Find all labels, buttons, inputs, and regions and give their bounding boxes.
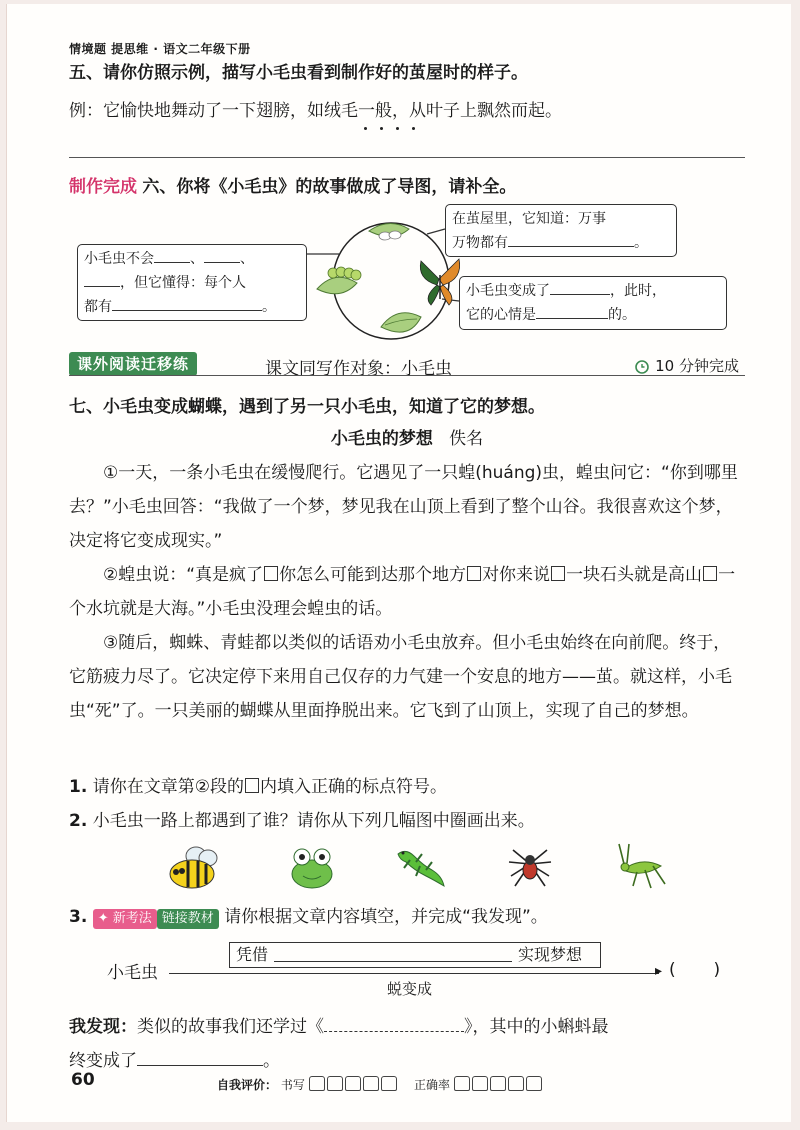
answer-paren[interactable]: ( ) (669, 960, 721, 980)
emphasis-dot (396, 127, 399, 130)
story-author: 佚名 (449, 429, 484, 449)
diagram-arrow-line (169, 973, 659, 974)
answer-blank[interactable] (508, 232, 634, 247)
story-paragraph-3: ③随后，蜘蛛、青蛙都以类似的话语劝小毛虫放弃。但小毛虫始终在向前爬。终于，它筋疲力尽了。它决定停下来用自己仅存的力气建一个安息的地方——茧。就这样，小毛虫“死”了。一只美丽的蝴蝶从里面挣脱出来。它飞到了山顶上，实现了自己的梦想。 (69, 633, 732, 721)
box-top-text: 万物都有 (452, 235, 508, 251)
punctuation-box[interactable] (467, 566, 481, 581)
story-title: 小毛虫的梦想 (330, 429, 433, 449)
section-subtitle: 课文同写作对象：小毛虫 (265, 359, 452, 379)
subquestion-3: 3. ✦ 新考法 链接教材 请你根据文章内容填空，并完成“我发现”。 (69, 907, 548, 927)
story-body (69, 456, 745, 728)
q5-title: 五、请你仿照示例，描写小毛虫看到制作好的茧屋时的样子。 (69, 63, 528, 83)
grasshopper-picture[interactable] (615, 840, 669, 892)
bee-picture[interactable] (162, 844, 224, 892)
band-underline (69, 375, 745, 376)
answer-blank[interactable] (204, 248, 240, 263)
spider-picture[interactable] (505, 842, 555, 892)
punctuation-box[interactable] (703, 566, 717, 581)
mindmap-box-right (459, 276, 727, 330)
q6-title: 六、你将《小毛虫》的故事做成了导图，请补全。 (142, 177, 517, 197)
box-right-text: 小毛虫变成了 (466, 283, 550, 299)
subquestion-1: 1. 请你在文章第②段的 内填入正确的标点符号。 (69, 777, 447, 797)
diagram-below-label: 蜕变成 (387, 980, 433, 998)
emphasis-dot (364, 127, 367, 130)
new-exam-tag: ✦ 新考法 (93, 909, 157, 929)
answer-blank[interactable] (84, 272, 120, 287)
frog-picture[interactable] (287, 844, 337, 892)
diagram-box: 凭借 实现梦想 (229, 942, 601, 968)
connector-line (427, 229, 445, 234)
diagram-start: 小毛虫 (107, 963, 158, 983)
time-label (634, 355, 739, 376)
clock-icon (634, 358, 650, 374)
section-band (69, 352, 745, 379)
box-left-text: 、 (240, 251, 254, 267)
accuracy-rating[interactable] (454, 1078, 544, 1092)
divider (69, 157, 745, 158)
time-text: 10 分钟完成 (655, 357, 739, 375)
punctuation-box[interactable] (264, 566, 278, 581)
caterpillar-icon (317, 267, 361, 294)
box-right-text: 它的心情是 (466, 307, 536, 323)
mindmap-box-top (445, 204, 677, 257)
q6-tag: 制作完成 (69, 177, 137, 197)
box-right-text: 的。 (608, 307, 636, 323)
box-top-text: 。 (634, 235, 648, 251)
emphasis-dot (380, 127, 383, 130)
answer-blank[interactable] (137, 1051, 263, 1066)
textbook-link-tag: 链接教材 (157, 909, 219, 929)
answer-blank[interactable] (274, 947, 512, 962)
box-right-text: ，此时， (610, 283, 666, 299)
q6-heading (69, 176, 516, 198)
subquestion-2: 2. 小毛虫一路上都遇到了谁？请你从下列几幅图中圈画出来。 (69, 811, 535, 831)
book-header: 情境题 提思维 · 语文二年级下册 (69, 42, 251, 56)
workbook-page (6, 4, 791, 1122)
box-left-text: 小毛虫不会 (84, 251, 154, 267)
box-left-text: 都有 (84, 299, 112, 315)
lifecycle-diagram (297, 209, 467, 349)
answer-blank[interactable] (324, 1017, 464, 1032)
self-evaluation: 自我评价： 书写 正确率 (217, 1076, 544, 1093)
answer-blank[interactable] (536, 304, 608, 319)
discover-section: 我发现：类似的故事我们还学过《 》，其中的小蝌蚪最 终变成了 。 (69, 1017, 609, 1071)
punctuation-box-icon (245, 778, 259, 793)
leaf-icon (381, 313, 421, 332)
punctuation-box[interactable] (551, 566, 565, 581)
butterfly-icon (420, 259, 459, 305)
answer-blank[interactable] (154, 248, 190, 263)
story-heading (69, 428, 745, 450)
mindmap-box-left (77, 244, 307, 321)
arrow-head-icon: ▸ (655, 963, 663, 979)
box-left-text: 。 (262, 299, 276, 315)
lizard-picture[interactable] (392, 844, 448, 892)
extracurricular-tag: 课外阅读迁移练 (69, 352, 197, 376)
box-left-text: 、 (190, 251, 204, 267)
story-paragraph-1: ①一天，一条小毛虫在缓慢爬行。它遇见了一只蝗(huáng)虫，蝗虫问它：“你到哪里去？”小毛虫回答：“我做了一个梦，梦见我在山顶上看到了整个山谷。我很喜欢这个梦，决定将它变成现实。” (69, 463, 738, 551)
answer-blank[interactable] (112, 296, 262, 311)
transformation-diagram (69, 932, 745, 998)
q7-title: 七、小毛虫变成蝴蝶，遇到了另一只小毛虫，知道了它的梦想。 (69, 397, 545, 417)
emphasis-dot (412, 127, 415, 130)
story-paragraph-2: ②蝗虫说：“真是疯了 你怎么可能到达那个地方 对你来说 一块石头就是高山 一个水坑就是大海。”小毛虫没理会蝗虫的话。 (69, 565, 736, 619)
page-number: 60 (71, 1070, 95, 1090)
box-left-text: ，但它懂得：每个人 (120, 275, 246, 291)
q5-example: 例：它愉快地舞动了一下翅膀，如绒毛一般，从叶子上飘然而起。 (69, 101, 562, 121)
writing-rating[interactable] (309, 1078, 399, 1092)
answer-blank[interactable] (550, 280, 610, 295)
lightbulb-icon: ✦ (97, 911, 109, 926)
box-top-text: 在茧屋里，它知道：万事 (452, 211, 606, 227)
